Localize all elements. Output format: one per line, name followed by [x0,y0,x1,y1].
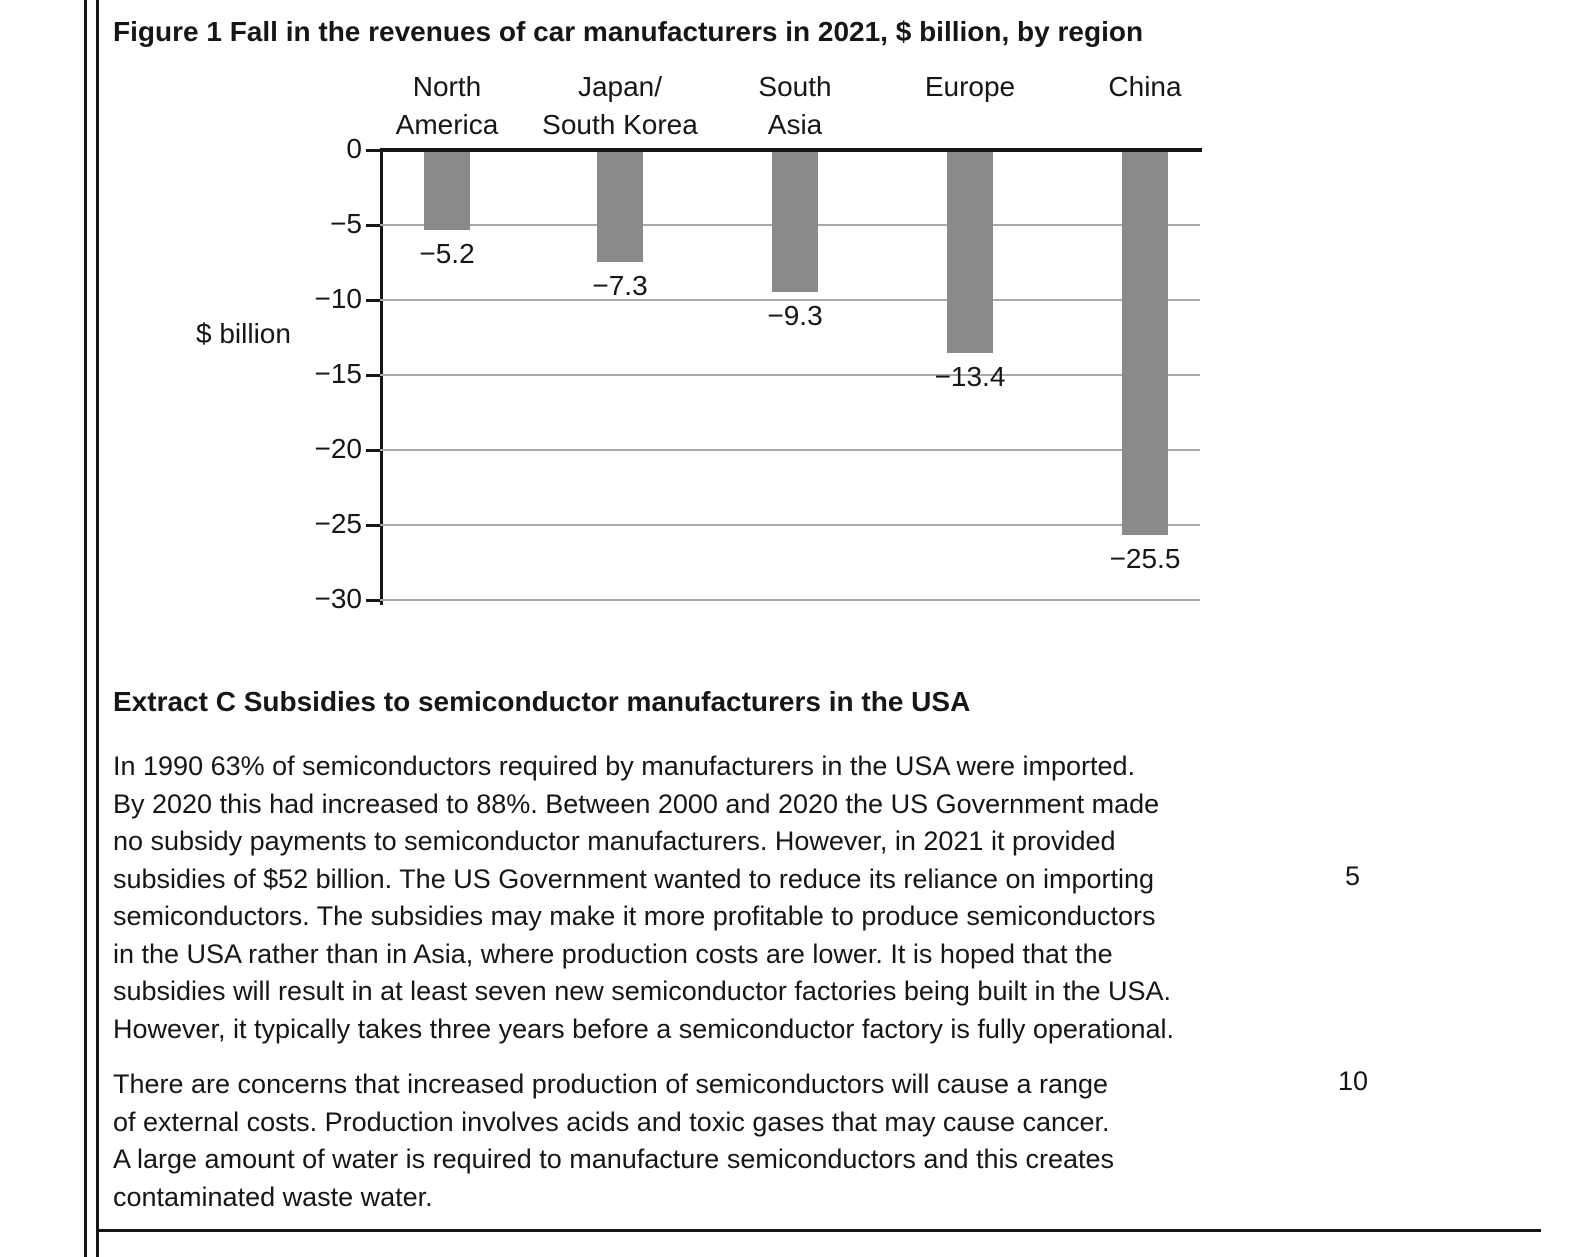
y-axis-tick [366,224,380,227]
extract-heading: Extract C Subsidies to semiconductor manufacturers in the USA [113,686,971,717]
paragraph-line: In 1990 63% of semiconductors required by manufacturers in the USA were imported. [113,751,1136,781]
y-axis-tick [366,149,380,152]
category-label [1030,68,1260,106]
category-label-line: North [412,71,482,102]
bar-value-label: −13.4 [934,361,1006,392]
category-label-line: America [395,109,499,140]
y-axis-tick [366,374,380,377]
page-border-bottom [99,1229,1541,1232]
y-axis-label: $ billion [196,318,291,349]
chart-gridline [380,374,1200,376]
chart-gridline [380,599,1200,601]
paragraph-1 [113,1066,1333,1216]
bar-1 [597,152,643,262]
category-label-line: Japan/ [577,71,663,102]
chart-gridline [380,449,1200,451]
y-axis-tick-label: −25 [314,508,362,539]
chart-gridline [380,524,1200,526]
y-axis-tick-label: −20 [314,433,362,464]
bar-value-label: −9.3 [767,300,823,331]
bar-2 [772,152,818,292]
y-axis-tick-label: −15 [314,358,362,389]
category-label-line: Asia [767,109,823,140]
paragraph-line: semiconductors. The subsidies may make it more profitable to produce semiconductors [113,901,1156,931]
y-axis-line [380,148,383,605]
bar-value-label: −7.3 [592,270,648,301]
paragraph-line: However, it typically takes three years before a semiconductor factory is fully operational. [113,1013,1174,1044]
y-axis-tick-label: −10 [314,283,362,314]
y-axis-tick [366,524,380,527]
y-axis-tick-label: −30 [314,583,362,614]
category-label-line: South Korea [542,109,698,140]
bar-4 [1122,152,1168,535]
bar-value-label: −5.2 [419,238,475,269]
margin-line-number: 10 [1338,1066,1369,1096]
bar-3 [947,152,993,353]
y-axis-tick-label: 0 [346,133,362,164]
paragraph-line: By 2020 this had increased to 88%. Between 2000 and 2020 the US Government made [113,788,1160,819]
figure-title: Figure 1 Fall in the revenues of car manufacturers in 2021, $ billion, by region [113,16,1144,47]
category-label-line: Europe [924,71,1016,102]
paragraph-0 [113,748,1333,1048]
paragraph-line: A large amount of water is required to manufacture semiconductors and this creates [113,1144,1115,1174]
paragraph-line: subsidies will result in at least seven new semiconductor factories being built in the USA. [113,976,1172,1006]
paragraph-line: in the USA rather than in Asia, where production costs are lower. It is hoped that the [113,938,1113,969]
paragraph-line: There are concerns that increased production of semiconductors will cause a range [113,1069,1109,1099]
category-label-line: China [1108,71,1182,102]
y-axis-tick [366,299,380,302]
paragraph-line: contaminated waste water. [113,1181,433,1212]
category-label-line: South [758,71,832,102]
bar-value-label: −25.5 [1109,543,1181,574]
paragraph-line: of external costs. Production involves acids and toxic gases that may cause cancer. [113,1106,1110,1137]
bar-0 [424,152,470,230]
y-axis-tick-label: −5 [330,208,362,239]
paragraph-line: subsidies of $52 billion. The US Government wanted to reduce its reliance on importing [113,863,1155,894]
y-axis-tick [366,449,380,452]
y-axis-tick [366,599,380,602]
margin-line-number: 5 [1345,860,1361,891]
paragraph-line: no subsidy payments to semiconductor manufacturers. However, in 2021 it provided [113,826,1116,856]
